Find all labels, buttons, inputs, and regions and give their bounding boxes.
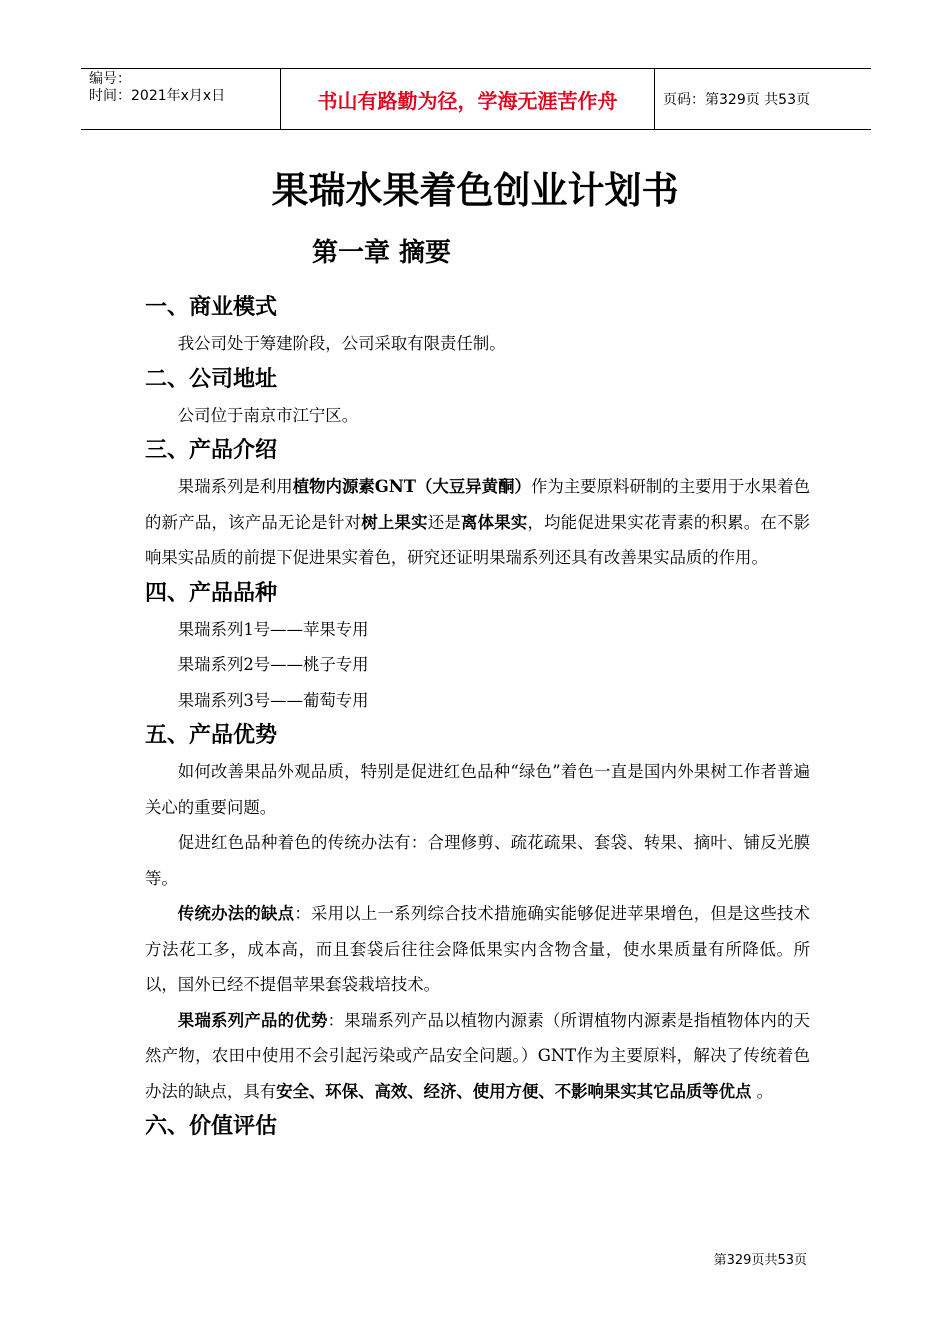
header-page-info: 页码：第329页 共53页 xyxy=(663,92,810,108)
list-item: 果瑞系列1号——苹果专用 xyxy=(177,619,369,639)
section-heading-advantages: 五、产品优势 xyxy=(145,723,278,748)
bold-text: 传统办法的缺点 xyxy=(177,904,295,923)
list-item: 果瑞系列3号——葡萄专用 xyxy=(177,690,369,710)
bold-text: 离体果实 xyxy=(461,512,528,532)
text-run: ，均能促进果实花青素的积累。在不影响果实品质的前提下促进果实着色，研究还证明果瑞系列还具有改善果实品质的作用。 xyxy=(145,512,811,567)
text-run: 果瑞系列是利用 xyxy=(177,477,293,496)
paragraph xyxy=(145,469,810,576)
text-run: 作为主要原料研制的主要用于水果着色的新产品，该产品无论是针对 xyxy=(145,477,811,532)
document-body xyxy=(145,290,810,1145)
paragraph: 公司位于南京市江宁区。 xyxy=(177,405,359,425)
code-label: 编号： xyxy=(89,71,131,87)
page-footer: 第329页共53页 xyxy=(713,1253,807,1268)
section-heading-business-model: 一、商业模式 xyxy=(145,295,278,320)
list-item: 果瑞系列2号——桃子专用 xyxy=(177,655,369,674)
section-heading-valuation: 六、价值评估 xyxy=(145,1114,278,1139)
paragraph: 促进红色品种着色的传统办法有：合理修剪、疏花疏果、套袋、转果、摘叶、铺反光膜等。 xyxy=(145,833,810,888)
bold-text: 安全、环保、高效、经济、使用方便、不影响果实其它品质等优点 xyxy=(276,1081,752,1101)
paragraph xyxy=(145,1003,810,1110)
document-title: 果瑞水果着色创业计划书 xyxy=(271,169,679,212)
text-run: 。 xyxy=(751,1081,774,1101)
paragraph: 我公司处于筹建阶段，公司采取有限责任制。 xyxy=(177,334,506,353)
bold-text: 树上果实 xyxy=(361,512,428,532)
page-header xyxy=(81,68,871,130)
text-run: ：采用以上一系列综合技术措施确实能够促进苹果增色，但是这些技术方法花工多，成本高，而且套袋后往往会降低果实内含物含量，使水果质量有所降低。所以，国外已经不提倡苹果套袋栽培技术。 xyxy=(145,904,811,994)
chapter-title: 第一章 摘要 xyxy=(312,238,452,268)
section-heading-product-variety: 四、产品品种 xyxy=(145,580,278,606)
text-run: ：果瑞系列产品以植物内源素（所谓植物内源素是指植物体内的天然产物，农田中使用不会引起污染或产品安全问题。）GNT作为主要原料，解决了传统着色办法的缺点，具有 xyxy=(145,1010,811,1101)
paragraph: 如何改善果品外观品质，特别是促进红色品种“绿色”着色一直是国内外果树工作者普遍关心的重要问题。 xyxy=(145,762,810,817)
time-label: 时间：2021年x月x日 xyxy=(89,88,226,104)
paragraph xyxy=(145,896,810,1003)
text-run: 还是 xyxy=(427,512,461,532)
bold-text: 植物内源素GNT（大豆异黄酮） xyxy=(292,477,531,496)
section-heading-address: 二、公司地址 xyxy=(145,366,278,392)
bold-text: 果瑞系列产品的优势 xyxy=(177,1010,328,1030)
section-heading-product-intro: 三、产品介绍 xyxy=(145,438,278,463)
header-meta xyxy=(81,69,281,129)
motto: 书山有路勤为径，学海无涯苦作舟 xyxy=(281,69,655,129)
